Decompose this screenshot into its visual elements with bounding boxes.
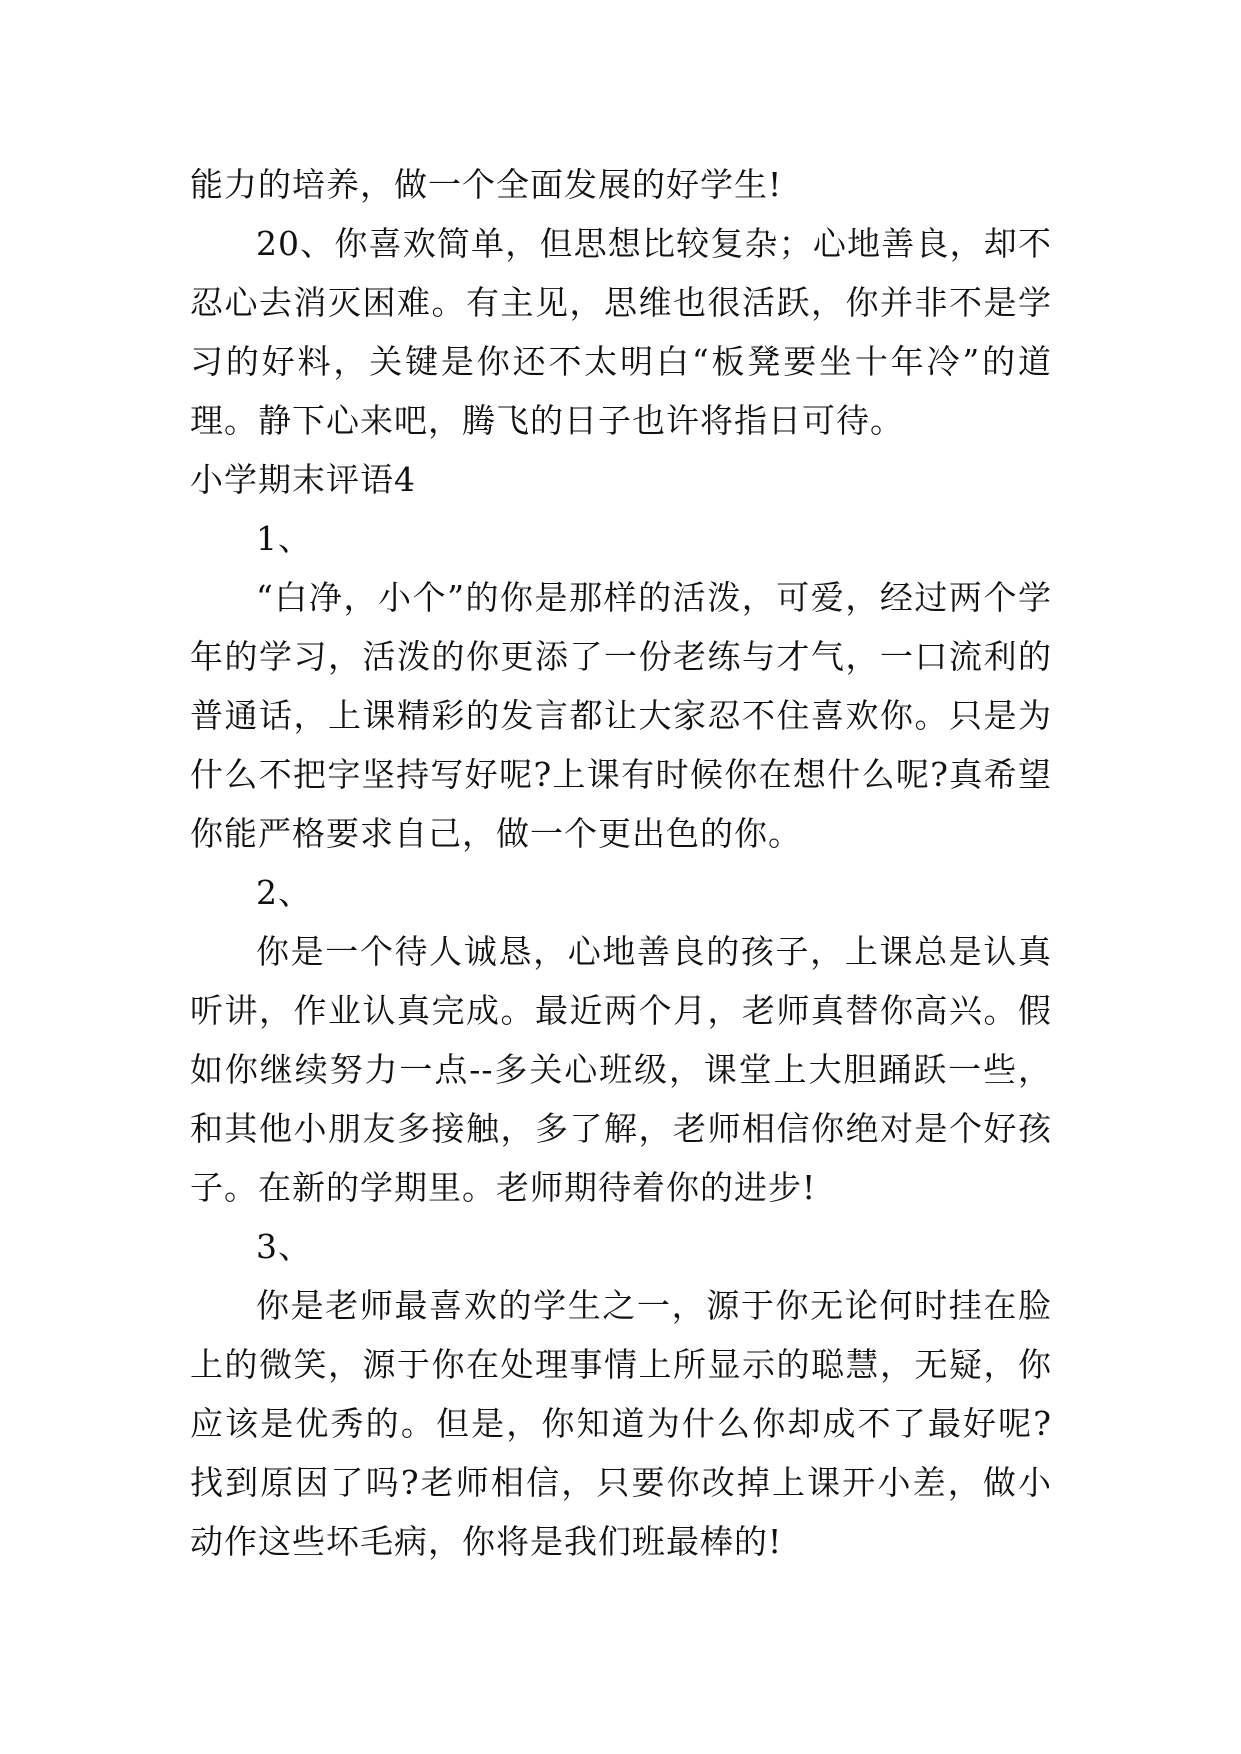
comment-2-number: 2、 (256, 873, 312, 912)
comment-2-paragraph: 你是一个待人诚恳，心地善良的孩子，上课总是认真听讲，作业认真完成。最近两个月，老师真替你高兴。假如你继续努力一点--多关心班级，课堂上大胆踊跃一些，和其他小朋友多接触，多了解，老师相信你绝对是个好孩子。在新的学期里。老师期待着你的进步! (190, 932, 1052, 1207)
comment-3-paragraph: 你是老师最喜欢的学生之一，源于你无论何时挂在脸上的微笑，源于你在处理事情上所显示的聪慧，无疑，你应该是优秀的。但是，你知道为什么你却成不了最好呢?找到原因了吗?老师相信，只要你改掉上课开小差，做小动作这些坏毛病，你将是我们班最棒的! (190, 1286, 1052, 1561)
comment-1-paragraph: “白净，小个”的你是那样的活泼，可爱，经过两个学年的学习，活泼的你更添了一份老练与才气，一口流利的普通话，上课精彩的发言都让大家忍不住喜欢你。只是为什么不把字坚持写好呢?上课有时候你在想什么呢?真希望你能严格要求自己，做一个更出色的你。 (190, 578, 1052, 853)
intro-tail-paragraph: 能力的培养，做一个全面发展的好学生! (190, 165, 783, 204)
document-body (190, 155, 1052, 1571)
comment-3-number: 3、 (256, 1227, 312, 1266)
comment-20-paragraph: 20、你喜欢简单，但思想比较复杂；心地善良，却不忍心去消灭困难。有主见，思维也很活跃，你并非不是学习的好料，关键是你还不太明白“板凳要坐十年冷”的道理。静下心来吧，腾飞的日子也许将指日可待。 (190, 224, 1052, 440)
section-title: 小学期末评语4 (190, 460, 416, 499)
comment-1-number: 1、 (256, 519, 312, 558)
